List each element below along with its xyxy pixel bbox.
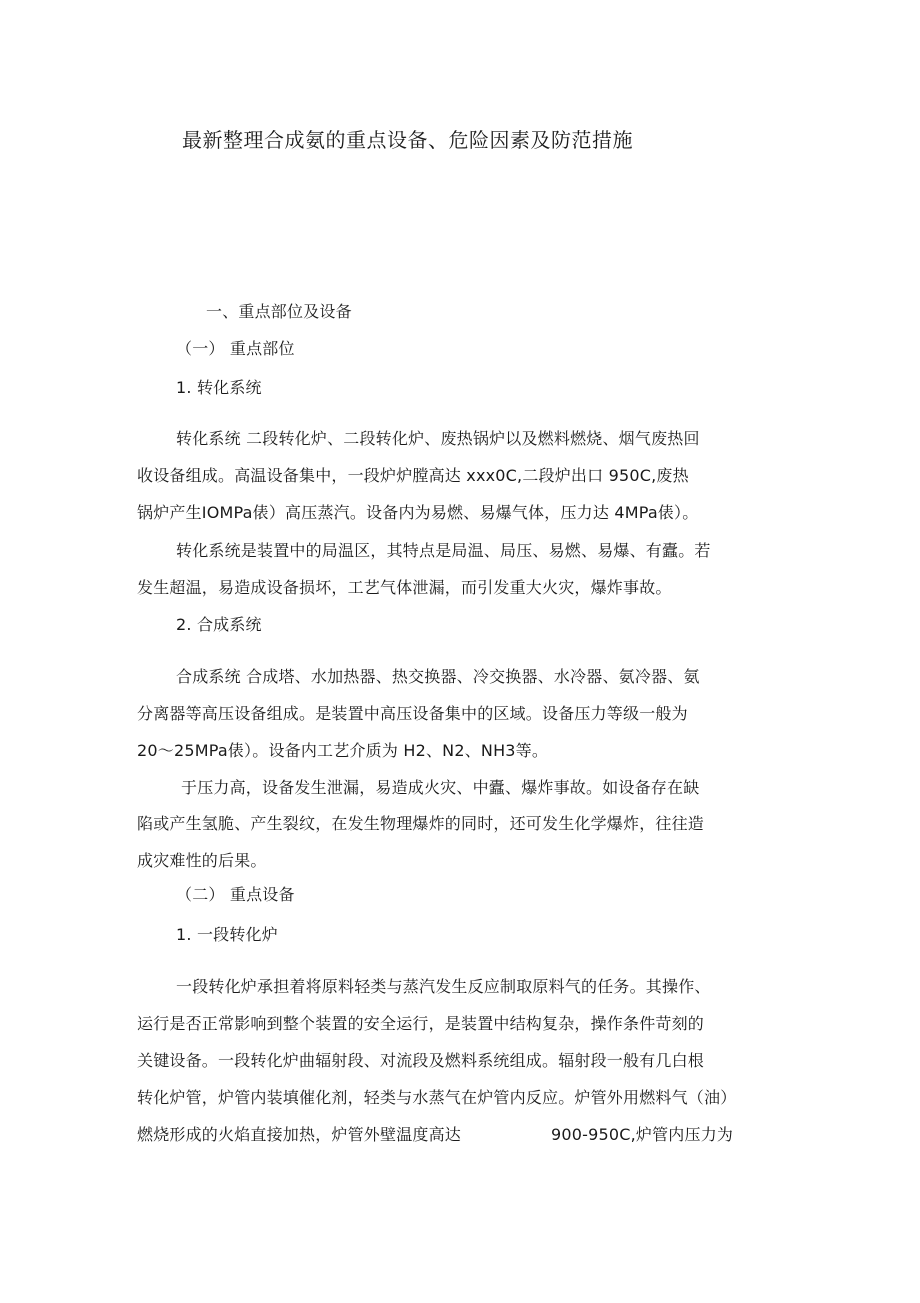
paragraph-line: 900-950C,炉管内压力为 <box>551 1125 734 1144</box>
paragraph-line: 一段转化炉承担着将原料轻类与蒸汽发生反应制取原料气的任务。其操作、 <box>176 977 711 996</box>
subsection-heading: （一） 重点部位 <box>176 339 295 358</box>
paragraph-line: 锅炉产生IOMPa俵）高压蒸汽。设备内为易燃、易爆气体，压力达 4MPa俵）。 <box>137 503 699 522</box>
document-title: 最新整理合成氨的重点设备、危险因素及防范措施 <box>182 128 633 152</box>
paragraph-line: 成灾难性的后果。 <box>137 851 267 870</box>
paragraph-line: 发生超温，易造成设备损坏，工艺气体泄漏，而引发重大火灾，爆炸事故。 <box>137 578 672 597</box>
subsection-heading: （二） 重点设备 <box>176 885 295 904</box>
paragraph-line: 于压力高，设备发生泄漏，易造成火灾、中蠹、爆炸事故。如设备存在缺 <box>181 778 700 797</box>
paragraph-line: 20〜25MPa俵）。设备内工艺介质为 H2、N2、NH3等。 <box>137 741 549 760</box>
paragraph-line: 收设备组成。高温设备集中，一段炉炉膛高达 xxx0C,二段炉出口 950C,废热 <box>137 466 689 485</box>
paragraph-line: 运行是否正常影响到整个装置的安全运行，是装置中结构复杂，操作条件苛刻的 <box>137 1014 705 1033</box>
paragraph-line: 转化炉管，炉管内装填催化剂，轻类与水蒸气在炉管内反应。炉管外用燃料气（油） <box>137 1088 737 1107</box>
paragraph-line: 转化系统 二段转化炉、二段转化炉、废热锅炉以及燃料燃烧、烟气废热回 <box>176 429 700 448</box>
item-heading: 2. 合成系统 <box>176 615 262 634</box>
paragraph-line: 陷或产生氢脆、产生裂纹，在发生物理爆炸的同时，还可发生化学爆炸，往往造 <box>137 814 705 833</box>
paragraph-line: 转化系统是装置中的局温区，其特点是局温、局压、易燃、易爆、有蠹。若 <box>176 541 711 560</box>
item-heading: 1. 转化系统 <box>176 378 262 397</box>
item-heading: 1. 一段转化炉 <box>176 925 278 944</box>
section-heading: 一、重点部位及设备 <box>206 302 352 321</box>
paragraph-line: 分离器等高压设备组成。是装置中高压设备集中的区域。设备压力等级一般为 <box>137 704 688 723</box>
paragraph-line: 关键设备。一段转化炉曲辐射段、对流段及燃料系统组成。辐射段一般有几白根 <box>137 1051 705 1070</box>
paragraph-line: 燃烧形成的火焰直接加热，炉管外壁温度高达 <box>137 1125 462 1144</box>
paragraph-line: 合成系统 合成塔、水加热器、热交换器、冷交换器、水冷器、氨冷器、氨 <box>176 667 700 686</box>
